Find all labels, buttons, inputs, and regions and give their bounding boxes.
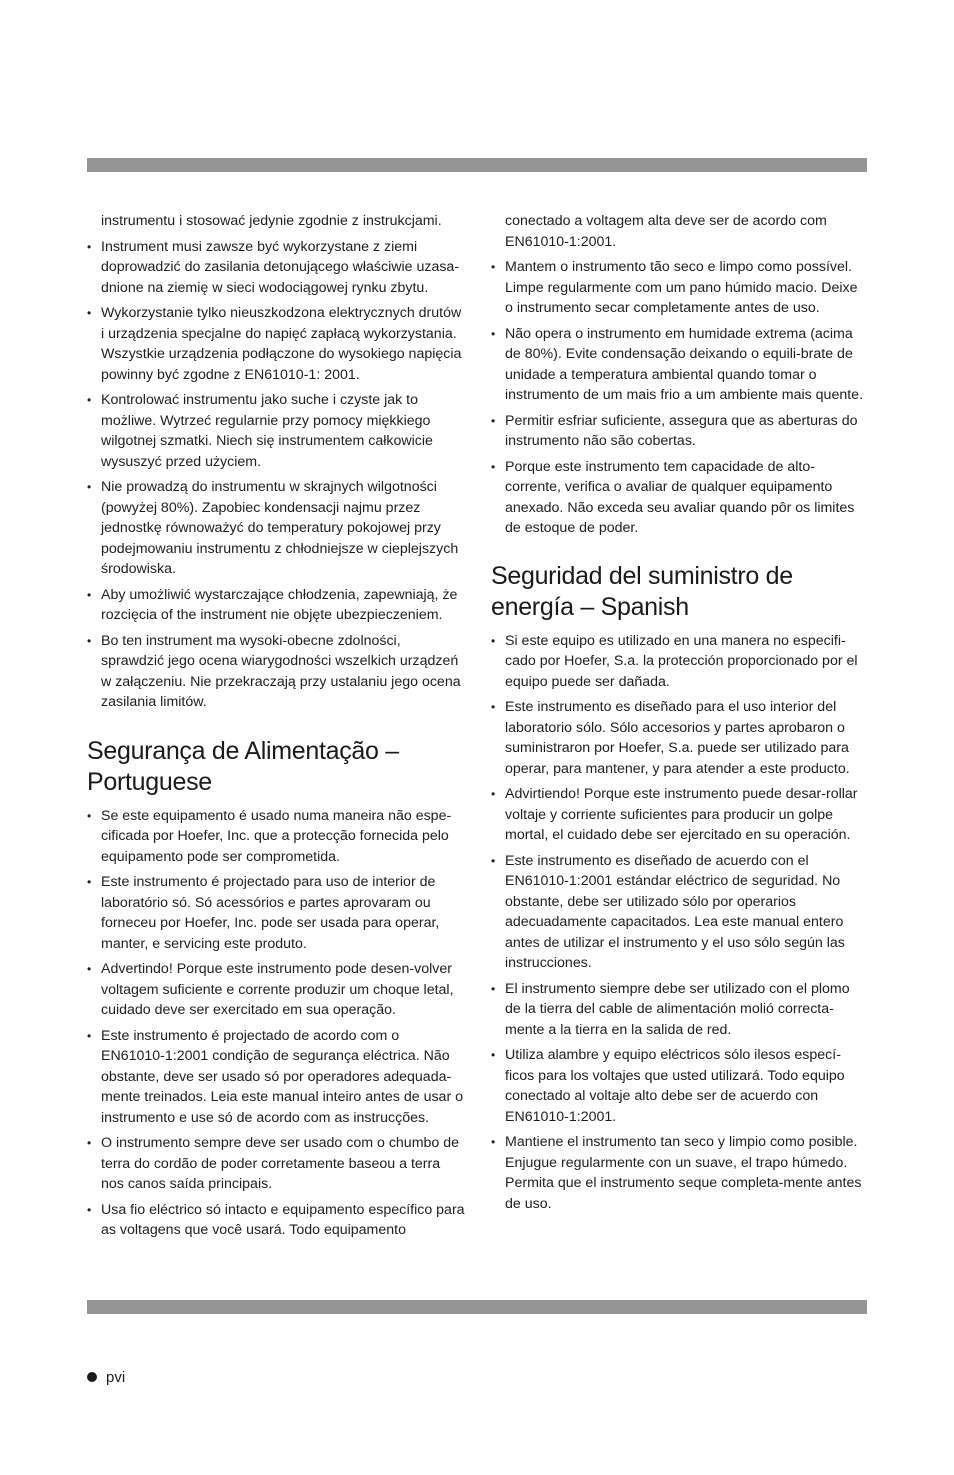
portuguese-safety-list-continued — [491, 257, 869, 539]
list-item: • Advertindo! Porque este instrumento pode desen-volver voltagem suficiente e corrente produzir um choque letal, cuidado deve ser exercitado em sua operação. — [87, 961, 454, 1018]
bullet: • — [491, 633, 496, 648]
bullet: • — [87, 808, 92, 823]
right-column — [491, 211, 869, 1219]
header-rule — [87, 158, 867, 172]
continuation-text: conectado a voltagem alta deve ser de acordo com EN61010-1:2001. — [505, 213, 827, 250]
bullet: • — [491, 1135, 496, 1149]
list-item: • O instrumento sempre deve ser usado com o chumbo de terra do cordão de poder corretamente baseou a terra nos canos saída principais. — [87, 1135, 460, 1192]
bullet: • — [87, 239, 92, 254]
bullet: • — [87, 1202, 92, 1217]
list-item: • Mantiene el instrumento tan seco y limpio como posible. Enjugue regularmente con un suave, el trapo húmedo. Permita que el instrumento seque completa-mente antes de uso. — [491, 1134, 862, 1212]
bullet: • — [87, 633, 92, 648]
portuguese-safety-list — [87, 806, 465, 1241]
list-item: • Si este equipo es utilizado en una manera no especifi-cado por Hoefer, S.a. la protección proporcionado por el equipo puede ser dañada. — [491, 632, 858, 690]
bullet: • — [87, 587, 92, 602]
polish-safety-list — [87, 237, 465, 713]
list-item: • Instrument musi zawsze być wykorzystane z ziemi doprowadzić do zasilania detonującego właściwie uzasa-dnione na ziemię w sieci wodociągowej rynku zbytu. — [87, 238, 460, 296]
list-item: • Bo ten instrument ma wysoki-obecne zdolności, sprawdzić jego ocena wiarygodności wszelkich urządzeń w załączeniu. Nie przekraczają przy ustalaniu jego ocena zasilania limitów. — [87, 632, 461, 710]
bullet: • — [87, 480, 92, 494]
bullet: • — [491, 853, 496, 868]
bullet: • — [87, 962, 92, 976]
bullet: • — [491, 413, 496, 428]
page-number-text: pvi — [106, 1369, 126, 1386]
bullet: • — [491, 787, 496, 801]
bullet: • — [491, 459, 496, 474]
continuation-text: instrumentu i stosować jedynie zgodnie z instrukcjami. — [101, 213, 442, 229]
list-item: • Este instrumento es diseñado de acuerdo con el EN61010-1:2001 estándar eléctrico de seguridad. No obstante, debe ser utilizado sólo por operarios adecuadamente capacitados. Lea este manual entero antes de utilizar el instrumento y el uso sólo según las instrucciones. — [491, 852, 845, 971]
bullet: • — [87, 1136, 92, 1150]
list-item: • Não opera o instrumento em humidade extrema (acima de 80%). Evite condensação deixando o equili-brate de unidade a temperatura ambiental quando tomar o instrumento de um mais frio a um ambiente mais quente. — [491, 325, 864, 403]
footer-rule — [87, 1300, 867, 1314]
spanish-safety-list — [491, 631, 869, 1215]
bullet: • — [87, 306, 92, 320]
list-item: • Wykorzystanie tylko nieuszkodzona elektrycznych drutów i urządzenia specjalne do napięć zapłacą wykorzystania. Wszystkie urządzenia podłączone do wysokiego napięcia powinny być zgodne z EN61010-1: 2001. — [87, 305, 462, 383]
section-heading-portuguese: Segurança de Alimentação – Portuguese — [87, 736, 399, 796]
list-item: • Este instrumento é projectado de acordo com o EN61010-1:2001 condição de segurança eléctrica. Não obstante, deve ser usado só por operadores adequada-mente treinados. Leia este manual inteiro antes de usar o instrumento e use só de acordo com as instrucções. — [87, 1027, 464, 1126]
list-item: • Permitir esfriar suficiente, assegura que as aberturas do instrumento não são cobertas. — [491, 412, 858, 449]
list-item: • Nie prowadzą do instrumentu w skrajnych wilgotności (powyżej 80%). Zapobiec kondensacji najmu przez jednostkę równoważyć do temperatury pokojowej przy podejmowaniu instrumentu z chłodniejsze w cieplejszych środowiska. — [87, 479, 459, 577]
list-item: • Kontrolować instrumentu jako suche i czyste jak to możliwe. Wytrzeć regularnie przy pomocy miękkiego wilgotnej szmatki. Niech się instrumentem całkowicie wysuszyć przed użyciem. — [87, 392, 433, 470]
list-item: • Aby umożliwić wystarczające chłodzenia, zapewniają, że rozcięcia of the instrument nie objęte ubezpieczeniem. — [87, 586, 458, 623]
list-item: • El instrumento siempre debe ser utilizado con el plomo de la tierra del cable de alimentación molió correcta-mente a la tierra en la salida de red. — [491, 980, 850, 1038]
list-item: • Advirtiendo! Porque este instrumento puede desar-rollar voltaje y corriente suficientes para producir un golpe mortal, el cuidado debe ser ejercitado en su operación. — [491, 786, 858, 843]
bullet: • — [491, 326, 496, 341]
bullet: • — [491, 700, 496, 714]
bullet: • — [87, 875, 92, 889]
list-item: • Usa fio eléctrico só intacto e equipamento específico para as voltagens que você usará. Todo equipamento — [87, 1201, 465, 1238]
list-item: • Utiliza alambre y equipo eléctricos sólo ilesos especí-ficos para los voltajes que usted utilizará. Todo equipo conectado al voltaje alto debe ser de acuerdo con EN61010-1:2001. — [491, 1047, 845, 1125]
bullet-dot-icon — [87, 1372, 97, 1382]
section-heading-spanish: Seguridad del suministro de energía – Spanish — [491, 561, 793, 621]
bullet: • — [491, 1048, 496, 1062]
list-item: • Este instrumento es diseñado para el uso interior del laboratorio sólo. Sólo accesorios y partes aprobaron o suministraron por Hoefer, S.a. puede ser utilizado para operar, para mantener, y para atender a este producto. — [491, 699, 850, 777]
page-number — [87, 1368, 125, 1388]
left-column — [87, 211, 465, 1246]
bullet: • — [491, 260, 496, 274]
list-item: • Porque este instrumento tem capacidade de alto-corrente, verifica o avaliar de qualquer equipamento anexado. Não exceda seu avaliar quando pôr os limites de estoque de poder. — [491, 458, 855, 536]
bullet: • — [87, 1028, 92, 1043]
list-item: • Este instrumento é projectado para uso de interior de laboratório só. Só acessórios e partes aprovaram ou forneceu por Hoefer, Inc. pode ser usada para operar, manter, e servicing este produto. — [87, 874, 440, 952]
bullet: • — [87, 393, 92, 407]
bullet: • — [491, 981, 496, 996]
list-item: • Mantem o instrumento tão seco e limpo como possível. Limpe regularmente com um pano húmido macio. Deixe o instrumento secar completamente antes de uso. — [491, 259, 858, 316]
list-item: • Se este equipamento é usado numa maneira não espe-cificada por Hoefer, Inc. que a protecção fornecida pelo equipamento pode ser comprometida. — [87, 807, 452, 865]
